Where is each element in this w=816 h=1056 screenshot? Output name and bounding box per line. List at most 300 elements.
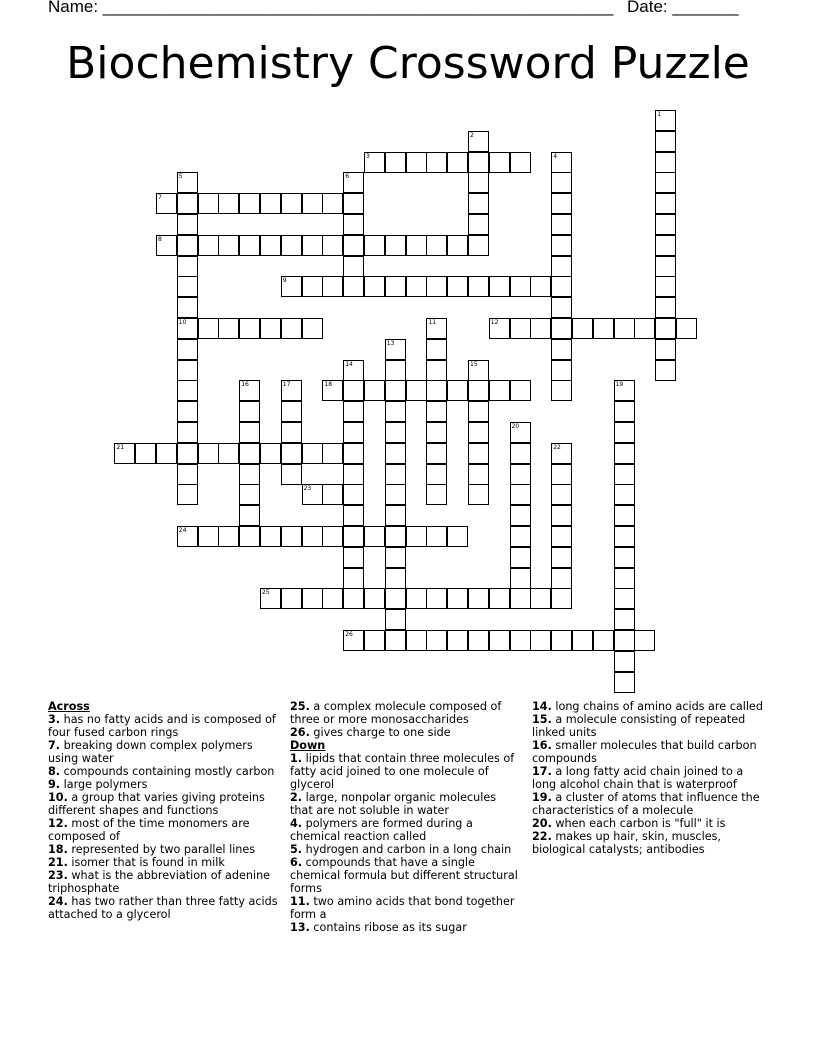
grid-cell[interactable]: [239, 443, 260, 464]
grid-cell[interactable]: [426, 443, 447, 464]
clue-number-label: 25: [262, 589, 270, 597]
clue-text: large polymers: [60, 778, 148, 791]
grid-cell[interactable]: [614, 568, 635, 589]
grid-cell[interactable]: [260, 526, 281, 547]
clue-number-label: 24: [178, 527, 187, 534]
grid-cell[interactable]: [385, 484, 406, 505]
grid-cell[interactable]: [447, 380, 468, 401]
grid-cell[interactable]: [385, 443, 406, 464]
grid-cell[interactable]: [426, 318, 447, 339]
grid-cell[interactable]: [322, 193, 343, 214]
grid-cell[interactable]: [385, 152, 406, 173]
grid-cell[interactable]: [426, 276, 447, 297]
grid-cell[interactable]: [489, 630, 510, 651]
grid-cell[interactable]: [489, 588, 510, 609]
grid-cell[interactable]: [218, 318, 239, 339]
grid-cell[interactable]: [322, 588, 343, 609]
grid-cell[interactable]: [198, 318, 219, 339]
grid-cell[interactable]: [343, 214, 364, 235]
grid-cell[interactable]: [510, 484, 531, 505]
grid-cell[interactable]: [551, 630, 572, 651]
grid-cell[interactable]: [343, 505, 364, 526]
grid-cell[interactable]: [614, 464, 635, 485]
grid-cell[interactable]: [655, 339, 676, 360]
grid-cell[interactable]: [426, 380, 447, 401]
grid-cell[interactable]: [614, 651, 635, 672]
grid-cell[interactable]: [239, 464, 260, 485]
grid-cell[interactable]: [198, 193, 219, 214]
grid-cell[interactable]: [177, 172, 198, 193]
grid-cell[interactable]: [239, 422, 260, 443]
grid-cell[interactable]: [198, 443, 219, 464]
grid-cell[interactable]: [385, 505, 406, 526]
grid-cell[interactable]: [510, 152, 531, 173]
grid-cell[interactable]: [551, 193, 572, 214]
grid-cell[interactable]: [364, 276, 385, 297]
grid-cell[interactable]: [614, 547, 635, 568]
grid-cell[interactable]: [177, 380, 198, 401]
grid-cell[interactable]: [385, 547, 406, 568]
grid-cell[interactable]: [177, 256, 198, 277]
grid-cell[interactable]: [530, 630, 551, 651]
grid-cell[interactable]: [468, 484, 489, 505]
grid-cell[interactable]: [551, 339, 572, 360]
clue-number: 18.: [48, 843, 68, 856]
clue-number: 24.: [48, 895, 68, 908]
grid-cell[interactable]: [551, 276, 572, 297]
grid-cell[interactable]: [302, 235, 323, 256]
grid-cell[interactable]: [426, 464, 447, 485]
grid-cell[interactable]: [218, 443, 239, 464]
grid-cell[interactable]: [385, 276, 406, 297]
grid-cell[interactable]: [322, 484, 343, 505]
grid-cell[interactable]: [510, 276, 531, 297]
grid-cell[interactable]: [426, 526, 447, 547]
clue-text: most of the time monomers are composed of: [48, 817, 250, 843]
clue-number-label: 1: [657, 111, 662, 118]
grid-cell[interactable]: [302, 276, 323, 297]
clue-text: hydrogen and carbon in a long chain: [302, 843, 512, 856]
clue-number-label: 21: [116, 443, 125, 451]
grid-cell[interactable]: [614, 505, 635, 526]
grid-cell[interactable]: [281, 276, 302, 297]
grid-cell[interactable]: [426, 235, 447, 256]
grid-cell[interactable]: [198, 235, 219, 256]
clue-number: 23.: [48, 869, 68, 882]
clue-text: compounds that have a single chemical formula but different structural forms: [290, 856, 518, 895]
grid-cell[interactable]: [655, 131, 676, 152]
grid-cell[interactable]: [510, 443, 531, 464]
grid-cell[interactable]: [406, 235, 427, 256]
clue-number: 22.: [532, 830, 552, 843]
grid-cell[interactable]: [177, 193, 198, 214]
grid-cell[interactable]: [364, 152, 385, 173]
grid-cell[interactable]: [281, 401, 302, 422]
name-field[interactable]: Name: ______________________________________________________: [48, 0, 614, 16]
clue-number-label: 5: [178, 173, 183, 181]
grid-cell[interactable]: [406, 380, 427, 401]
grid-cell[interactable]: [551, 380, 572, 401]
grid-cell[interactable]: [322, 276, 343, 297]
grid-cell[interactable]: [551, 318, 572, 339]
grid-cell[interactable]: [655, 256, 676, 277]
clue-item: [532, 765, 764, 791]
grid-cell[interactable]: [551, 505, 572, 526]
page-title: Biochemistry Crossword Puzzle: [66, 38, 750, 89]
grid-cell[interactable]: [177, 443, 198, 464]
grid-cell[interactable]: [364, 588, 385, 609]
grid-cell[interactable]: [343, 443, 364, 464]
grid-cell[interactable]: [406, 588, 427, 609]
grid-cell[interactable]: [426, 630, 447, 651]
grid-cell[interactable]: [218, 193, 239, 214]
grid-cell[interactable]: [177, 318, 198, 339]
grid-cell[interactable]: [364, 630, 385, 651]
grid-cell[interactable]: [614, 609, 635, 630]
grid-cell[interactable]: [530, 276, 551, 297]
grid-cell[interactable]: [655, 235, 676, 256]
grid-cell[interactable]: [468, 443, 489, 464]
grid-cell[interactable]: [489, 152, 510, 173]
grid-cell[interactable]: [177, 214, 198, 235]
clue-text: has two rather than three fatty acids attached to a glycerol: [48, 895, 278, 921]
grid-cell[interactable]: [343, 484, 364, 505]
grid-cell[interactable]: [177, 484, 198, 505]
grid-cell[interactable]: [447, 526, 468, 547]
grid-cell[interactable]: [343, 464, 364, 485]
grid-cell[interactable]: [302, 318, 323, 339]
grid-cell[interactable]: [551, 568, 572, 589]
grid-cell[interactable]: [177, 276, 198, 297]
grid-cell[interactable]: [343, 276, 364, 297]
grid-cell[interactable]: [551, 360, 572, 381]
grid-cell[interactable]: [530, 318, 551, 339]
clue-number-label: 18: [324, 381, 333, 389]
grid-cell[interactable]: [322, 443, 343, 464]
clue-number: 4.: [290, 817, 303, 830]
grid-cell[interactable]: [614, 484, 635, 505]
grid-cell[interactable]: [156, 235, 177, 256]
clue-number: 10.: [48, 791, 68, 804]
grid-cell[interactable]: [239, 380, 260, 401]
grid-cell[interactable]: [406, 276, 427, 297]
grid-cell[interactable]: [510, 588, 531, 609]
grid-cell[interactable]: [135, 443, 156, 464]
grid-cell[interactable]: [614, 588, 635, 609]
grid-cell[interactable]: [343, 193, 364, 214]
grid-cell[interactable]: [281, 193, 302, 214]
clue-number: 20.: [532, 817, 552, 830]
grid-cell[interactable]: [156, 443, 177, 464]
grid-cell[interactable]: [614, 318, 635, 339]
grid-cell[interactable]: [281, 318, 302, 339]
clue-text: what is the abbreviation of adenine triphosphate: [48, 869, 271, 895]
grid-cell[interactable]: [385, 630, 406, 651]
grid-cell[interactable]: [468, 422, 489, 443]
grid-cell[interactable]: [551, 297, 572, 318]
grid-cell[interactable]: [655, 297, 676, 318]
grid-cell[interactable]: [426, 152, 447, 173]
grid-cell[interactable]: [489, 318, 510, 339]
grid-cell[interactable]: [510, 464, 531, 485]
grid-cell[interactable]: [468, 235, 489, 256]
clue-number-label: 3: [366, 152, 370, 160]
grid-cell[interactable]: [510, 422, 531, 443]
grid-cell[interactable]: [634, 318, 655, 339]
grid-cell[interactable]: [551, 235, 572, 256]
grid-cell[interactable]: [551, 526, 572, 547]
grid-cell[interactable]: [364, 380, 385, 401]
grid-cell[interactable]: [551, 443, 572, 464]
clue-number: 26.: [290, 726, 310, 739]
grid-cell[interactable]: [510, 630, 531, 651]
grid-cell[interactable]: [260, 318, 281, 339]
grid-cell[interactable]: [302, 484, 323, 505]
grid-cell[interactable]: [385, 422, 406, 443]
clue-text: lipids that contain three molecules of fatty acid joined to one molecule of glycerol: [290, 752, 515, 791]
grid-cell[interactable]: [489, 380, 510, 401]
clue-text: two amino acids that bond together form a: [290, 895, 515, 921]
clue-number-label: 22: [553, 443, 561, 451]
grid-cell[interactable]: [385, 235, 406, 256]
grid-cell[interactable]: [385, 360, 406, 381]
grid-cell[interactable]: [281, 422, 302, 443]
grid-cell[interactable]: [655, 214, 676, 235]
grid-cell[interactable]: [572, 318, 593, 339]
grid-cell[interactable]: [385, 380, 406, 401]
grid-cell[interactable]: [614, 380, 635, 401]
grid-cell[interactable]: [655, 193, 676, 214]
grid-cell[interactable]: [510, 526, 531, 547]
grid-cell[interactable]: [447, 630, 468, 651]
grid-cell[interactable]: [468, 588, 489, 609]
grid-cell[interactable]: [468, 360, 489, 381]
grid-cell[interactable]: [468, 131, 489, 152]
grid-cell[interactable]: [239, 235, 260, 256]
grid-cell[interactable]: [510, 380, 531, 401]
grid-cell[interactable]: [364, 526, 385, 547]
grid-cell[interactable]: [385, 568, 406, 589]
clue-text: makes up hair, skin, muscles, biological catalysts; antibodies: [532, 830, 721, 856]
grid-cell[interactable]: [281, 443, 302, 464]
grid-cell[interactable]: [614, 630, 635, 651]
grid-cell[interactable]: [510, 505, 531, 526]
grid-cell[interactable]: [426, 401, 447, 422]
grid-cell[interactable]: [614, 422, 635, 443]
clue-number-label: 26: [345, 631, 353, 638]
grid-cell[interactable]: [114, 443, 135, 464]
clue-text: gives charge to one side: [309, 726, 451, 739]
grid-cell[interactable]: [385, 526, 406, 547]
grid-cell[interactable]: [343, 526, 364, 547]
grid-cell[interactable]: [655, 276, 676, 297]
grid-cell[interactable]: [364, 235, 385, 256]
grid-cell[interactable]: [343, 172, 364, 193]
grid-cell[interactable]: [302, 526, 323, 547]
clue-text: smaller molecules that build carbon compounds: [532, 739, 757, 765]
grid-cell[interactable]: [530, 588, 551, 609]
grid-cell[interactable]: [281, 235, 302, 256]
grid-cell[interactable]: [177, 526, 198, 547]
clue-number-label: 14: [345, 360, 353, 368]
clue-text: polymers are formed during a chemical reaction called: [290, 817, 473, 843]
clue-item: [48, 778, 278, 791]
grid-cell[interactable]: [551, 484, 572, 505]
grid-cell[interactable]: [447, 276, 468, 297]
grid-cell[interactable]: [198, 526, 219, 547]
grid-cell[interactable]: [510, 547, 531, 568]
grid-cell[interactable]: [281, 588, 302, 609]
grid-cell[interactable]: [343, 380, 364, 401]
grid-cell[interactable]: [343, 401, 364, 422]
grid-cell[interactable]: [614, 672, 635, 693]
grid-cell[interactable]: [551, 588, 572, 609]
grid-cell[interactable]: [655, 318, 676, 339]
grid-cell[interactable]: [406, 526, 427, 547]
clue-number: 12.: [48, 817, 68, 830]
grid-cell[interactable]: [177, 297, 198, 318]
clue-number: 6.: [290, 856, 303, 869]
grid-cell[interactable]: [468, 401, 489, 422]
grid-cell[interactable]: [177, 422, 198, 443]
grid-cell[interactable]: [218, 526, 239, 547]
grid-cell[interactable]: [447, 152, 468, 173]
grid-cell[interactable]: [551, 172, 572, 193]
clue-column-3: [532, 700, 764, 856]
grid-cell[interactable]: [468, 276, 489, 297]
grid-cell[interactable]: [385, 339, 406, 360]
grid-cell[interactable]: [406, 152, 427, 173]
grid-cell[interactable]: [655, 110, 676, 131]
grid-cell[interactable]: [322, 235, 343, 256]
grid-cell[interactable]: [676, 318, 697, 339]
grid-cell[interactable]: [614, 401, 635, 422]
grid-cell[interactable]: [614, 443, 635, 464]
grid-cell[interactable]: [551, 256, 572, 277]
grid-cell[interactable]: [322, 526, 343, 547]
clue-text: a molecule consisting of repeated linked units: [532, 713, 746, 739]
clue-text: represented by two parallel lines: [67, 843, 256, 856]
clue-number-label: 8: [158, 235, 162, 243]
grid-cell[interactable]: [260, 588, 281, 609]
date-field[interactable]: Date: _______: [627, 0, 739, 16]
grid-cell[interactable]: [489, 276, 510, 297]
grid-cell[interactable]: [551, 547, 572, 568]
grid-cell[interactable]: [551, 464, 572, 485]
grid-cell[interactable]: [281, 526, 302, 547]
grid-cell[interactable]: [177, 235, 198, 256]
grid-cell[interactable]: [468, 152, 489, 173]
grid-cell[interactable]: [468, 380, 489, 401]
grid-cell[interactable]: [468, 172, 489, 193]
grid-cell[interactable]: [468, 464, 489, 485]
grid-cell[interactable]: [177, 464, 198, 485]
grid-cell[interactable]: [655, 172, 676, 193]
grid-cell[interactable]: [468, 214, 489, 235]
grid-cell[interactable]: [343, 256, 364, 277]
grid-cell[interactable]: [551, 152, 572, 173]
clue-number: 14.: [532, 700, 552, 713]
grid-cell[interactable]: [343, 547, 364, 568]
grid-cell[interactable]: [343, 235, 364, 256]
grid-cell[interactable]: [426, 339, 447, 360]
grid-cell[interactable]: [343, 630, 364, 651]
clue-text: compounds containing mostly carbon: [60, 765, 275, 778]
clue-item: [532, 830, 764, 856]
clue-number: 7.: [48, 739, 61, 752]
grid-cell[interactable]: [655, 152, 676, 173]
clue-number-label: 7: [158, 194, 162, 202]
clue-item: [290, 856, 522, 895]
grid-cell[interactable]: [281, 464, 302, 485]
grid-cell[interactable]: [385, 464, 406, 485]
grid-cell[interactable]: [177, 401, 198, 422]
clue-number: 2.: [290, 791, 303, 804]
grid-cell[interactable]: [614, 526, 635, 547]
clue-item: [290, 791, 522, 817]
grid-cell[interactable]: [218, 235, 239, 256]
grid-cell[interactable]: [385, 401, 406, 422]
grid-cell[interactable]: [239, 401, 260, 422]
grid-cell[interactable]: [426, 422, 447, 443]
grid-cell[interactable]: [239, 484, 260, 505]
grid-cell[interactable]: [239, 505, 260, 526]
grid-cell[interactable]: [572, 630, 593, 651]
grid-cell[interactable]: [239, 193, 260, 214]
clue-section-heading: Down: [290, 739, 326, 752]
grid-cell[interactable]: [447, 235, 468, 256]
grid-cell[interactable]: [343, 588, 364, 609]
clue-column-1: [48, 700, 278, 921]
clue-text: breaking down complex polymers using water: [48, 739, 253, 765]
grid-cell[interactable]: [385, 588, 406, 609]
grid-cell[interactable]: [593, 630, 614, 651]
grid-cell[interactable]: [343, 422, 364, 443]
grid-cell[interactable]: [343, 568, 364, 589]
grid-cell[interactable]: [177, 360, 198, 381]
grid-cell[interactable]: [385, 609, 406, 630]
grid-cell[interactable]: [343, 360, 364, 381]
grid-cell[interactable]: [322, 380, 343, 401]
grid-cell[interactable]: [468, 630, 489, 651]
grid-cell[interactable]: [156, 193, 177, 214]
grid-cell[interactable]: [260, 443, 281, 464]
grid-cell[interactable]: [447, 588, 468, 609]
grid-cell[interactable]: [551, 214, 572, 235]
grid-cell[interactable]: [426, 484, 447, 505]
grid-cell[interactable]: [260, 235, 281, 256]
grid-cell[interactable]: [510, 318, 531, 339]
grid-cell[interactable]: [302, 193, 323, 214]
grid-cell[interactable]: [302, 443, 323, 464]
grid-cell[interactable]: [302, 588, 323, 609]
grid-cell[interactable]: [510, 568, 531, 589]
grid-cell[interactable]: [468, 193, 489, 214]
clue-item: [290, 817, 522, 843]
clue-number: 8.: [48, 765, 61, 778]
grid-cell[interactable]: [634, 630, 655, 651]
grid-cell[interactable]: [281, 380, 302, 401]
grid-cell[interactable]: [426, 360, 447, 381]
grid-cell[interactable]: [426, 588, 447, 609]
grid-cell[interactable]: [239, 526, 260, 547]
grid-cell[interactable]: [406, 630, 427, 651]
grid-cell[interactable]: [177, 339, 198, 360]
grid-cell[interactable]: [239, 318, 260, 339]
grid-cell[interactable]: [655, 360, 676, 381]
grid-cell[interactable]: [260, 193, 281, 214]
grid-cell[interactable]: [593, 318, 614, 339]
